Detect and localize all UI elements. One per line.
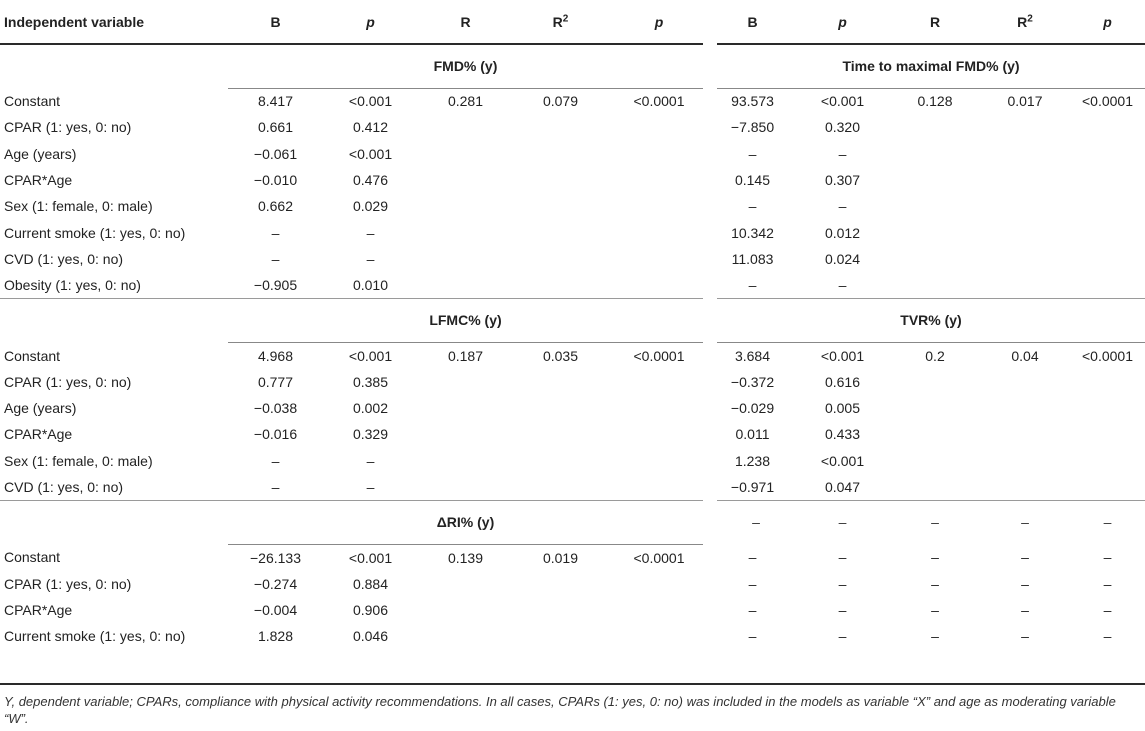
section-left-title: LFMC% (y) [228, 298, 710, 342]
row-cell [980, 369, 1070, 395]
header-r2-right: $R^2$ [980, 0, 1070, 44]
row-cell: – [838, 549, 847, 566]
row-cell: −0.905 [228, 272, 323, 298]
row-cell [1070, 395, 1145, 421]
row-label: Current smoke (1: yes, 0: no) [4, 628, 186, 645]
row-cell [418, 246, 513, 272]
row-cell: 0.433 [824, 426, 861, 443]
row-cell: – [1103, 628, 1112, 645]
row-cell [608, 114, 710, 140]
row-cell [980, 219, 1070, 245]
row-cell: – [931, 575, 939, 592]
row-cell [418, 219, 513, 245]
row-cell: 0.307 [824, 172, 861, 189]
row-cell [513, 369, 608, 395]
row-cell [1070, 369, 1145, 395]
row-cell: – [710, 272, 795, 298]
row-cell: – [1021, 575, 1029, 592]
row-cell: −0.016 [253, 426, 298, 443]
row-cell [513, 395, 608, 421]
row-cell [608, 448, 710, 474]
row-label: Constant [4, 347, 61, 364]
row-cell [608, 369, 710, 395]
row-cell: – [748, 601, 757, 618]
row-cell: 8.417 [257, 93, 294, 110]
table-row [0, 272, 1145, 298]
row-cell: −0.010 [253, 172, 298, 189]
table-body [0, 44, 1145, 649]
row-label: Age (years) [4, 145, 77, 162]
row-label: CPAR*Age [4, 426, 73, 443]
row-cell [513, 219, 608, 245]
row-cell: – [228, 474, 323, 500]
table-footnote: Y, dependent variable; CPARs, compliance with physical activity recommendations. In all cases, CPARs (1: yes, 0: no) was included in the models as variable “X” and age as moderating variable “W”. [4, 694, 1116, 726]
row-cell: 0.012 [824, 224, 861, 241]
table-row [0, 597, 1145, 623]
row-cell: 0.616 [824, 373, 861, 390]
section-spacer [0, 298, 228, 342]
row-cell [513, 193, 608, 219]
row-cell: 1.828 [257, 628, 294, 645]
row-cell [418, 193, 513, 219]
row-cell: −7.850 [730, 119, 775, 136]
row-cell [890, 272, 980, 298]
table-row [0, 570, 1145, 596]
table-row [0, 474, 1145, 500]
row-cell: 0.145 [734, 172, 771, 189]
row-cell: 93.573 [731, 93, 774, 110]
row-cell: 0.029 [352, 198, 389, 215]
row-cell [513, 623, 608, 649]
row-cell: – [838, 601, 847, 618]
row-cell: 1.238 [734, 452, 771, 469]
row-label: CVD (1: yes, 0: no) [4, 250, 124, 267]
table-row [0, 395, 1145, 421]
row-label: Sex (1: female, 0: male) [4, 452, 153, 469]
row-cell [890, 369, 980, 395]
row-cell: −0.971 [710, 474, 795, 500]
row-cell [608, 167, 710, 193]
table-row [0, 369, 1145, 395]
row-label: CPAR*Age [4, 601, 73, 618]
row-cell: 3.684 [734, 347, 771, 364]
row-cell: <0.0001 [633, 549, 685, 566]
row-cell [418, 570, 513, 596]
section-right-dash: – [752, 514, 760, 531]
row-cell: – [1021, 549, 1029, 566]
header-r-left: R [418, 0, 513, 44]
row-cell: – [1103, 601, 1112, 618]
row-cell: <0.001 [348, 93, 393, 110]
row-cell: – [748, 549, 757, 566]
section-right-title: TVR% (y) [710, 298, 1145, 342]
table-row [0, 448, 1145, 474]
row-cell: −0.004 [253, 601, 298, 618]
row-cell: 0.047 [795, 474, 890, 500]
row-cell [608, 570, 710, 596]
row-cell: 0.281 [447, 93, 484, 110]
row-cell: <0.001 [348, 347, 393, 364]
row-cell: – [795, 272, 890, 298]
table-row [0, 219, 1145, 245]
row-cell [980, 395, 1070, 421]
row-cell: 0.017 [1007, 93, 1043, 110]
row-cell: <0.001 [820, 93, 865, 110]
row-cell [418, 272, 513, 298]
row-cell [418, 369, 513, 395]
row-cell: – [1103, 575, 1112, 592]
row-cell: – [838, 145, 847, 162]
row-cell [418, 141, 513, 167]
row-cell [890, 219, 980, 245]
row-label: CVD (1: yes, 0: no) [0, 474, 228, 500]
row-cell [513, 448, 608, 474]
row-cell: – [748, 575, 757, 592]
row-cell [608, 395, 710, 421]
row-cell [1070, 421, 1145, 447]
row-cell [890, 448, 980, 474]
row-cell: – [1103, 549, 1112, 566]
row-cell: 0.906 [352, 601, 389, 618]
table-row [0, 88, 1145, 114]
row-cell: 0.046 [352, 628, 389, 645]
row-cell: – [366, 224, 375, 241]
row-cell [1070, 474, 1145, 500]
row-cell [513, 474, 608, 500]
row-cell [513, 272, 608, 298]
row-cell: 0.662 [257, 198, 294, 215]
row-cell: 0.002 [352, 400, 389, 417]
section-right-dash: – [1103, 514, 1112, 531]
row-cell: 0.476 [352, 172, 389, 189]
row-label: CPAR*Age [4, 172, 73, 189]
row-cell [608, 141, 710, 167]
section-title-row [0, 298, 1145, 342]
row-cell [608, 246, 710, 272]
header-model-p-right: p [1070, 0, 1145, 44]
table-row [0, 141, 1145, 167]
row-cell: – [748, 145, 757, 162]
row-cell [418, 448, 513, 474]
row-cell: 0.139 [447, 549, 484, 566]
row-cell [608, 597, 710, 623]
row-cell: – [838, 628, 847, 645]
row-label: CPAR (1: yes, 0: no) [4, 575, 132, 592]
table-row [0, 114, 1145, 140]
row-cell: 0.035 [542, 347, 579, 364]
row-cell: 0.884 [352, 575, 389, 592]
row-cell [980, 474, 1070, 500]
row-cell: 0.329 [352, 426, 389, 443]
section-left-title: FMD% (y) [228, 44, 710, 88]
row-cell [890, 421, 980, 447]
row-cell: 0.661 [257, 119, 294, 136]
row-cell [890, 474, 980, 500]
table-row [0, 342, 1145, 368]
row-cell [418, 597, 513, 623]
row-label: Constant [4, 549, 61, 566]
row-cell: 0.04 [1011, 347, 1039, 364]
row-cell [980, 193, 1070, 219]
section-title-row [0, 500, 1145, 544]
row-cell [890, 114, 980, 140]
row-cell [608, 193, 710, 219]
row-cell: – [838, 198, 847, 215]
row-cell [418, 114, 513, 140]
row-cell [513, 114, 608, 140]
row-cell [980, 167, 1070, 193]
row-cell [418, 167, 513, 193]
row-cell [1070, 246, 1145, 272]
row-cell: – [1021, 601, 1029, 618]
row-cell: −0.038 [253, 400, 298, 417]
row-cell: – [748, 198, 757, 215]
row-cell: 0.024 [824, 250, 861, 267]
row-cell [513, 167, 608, 193]
row-cell: 0.2 [925, 347, 945, 364]
row-cell [418, 623, 513, 649]
section-spacer [0, 500, 228, 544]
row-cell: 0.011 [735, 426, 770, 443]
table-row [0, 421, 1145, 447]
row-cell [890, 167, 980, 193]
row-cell [608, 474, 710, 500]
header-r2-left: $R^2$ [513, 0, 608, 44]
row-cell: 0.128 [917, 93, 953, 110]
row-cell [890, 141, 980, 167]
row-label: CPAR (1: yes, 0: no) [4, 119, 132, 136]
row-cell [1070, 141, 1145, 167]
section-title-row [0, 44, 1145, 88]
section-right-title: Time to maximal FMD% (y) [710, 44, 1145, 88]
row-cell [890, 193, 980, 219]
row-cell [1070, 167, 1145, 193]
table-row [0, 246, 1145, 272]
row-cell [418, 421, 513, 447]
header-p-right: p [795, 0, 890, 44]
row-cell [513, 141, 608, 167]
row-cell: 0.320 [824, 119, 861, 136]
row-cell [890, 246, 980, 272]
table-row [0, 623, 1145, 649]
row-cell: <0.0001 [1082, 347, 1133, 364]
row-label: Constant [4, 93, 61, 110]
row-cell [890, 395, 980, 421]
row-cell [1070, 272, 1145, 298]
row-cell [513, 570, 608, 596]
row-cell [980, 246, 1070, 272]
row-cell [418, 395, 513, 421]
row-cell [980, 421, 1070, 447]
table-row [0, 544, 1145, 570]
row-cell [608, 272, 710, 298]
row-cell: 11.083 [731, 250, 774, 267]
row-cell: −0.029 [730, 400, 775, 417]
row-cell: – [931, 549, 939, 566]
row-cell [980, 141, 1070, 167]
row-cell: <0.001 [820, 452, 865, 469]
table-bottom-rule [0, 683, 1145, 685]
row-cell: 0.005 [824, 400, 861, 417]
row-cell: – [271, 452, 280, 469]
row-label: CPAR (1: yes, 0: no) [4, 373, 132, 390]
row-label: Age (years) [4, 400, 77, 417]
row-cell [513, 597, 608, 623]
section-right-dash: – [931, 514, 939, 531]
table-row [0, 167, 1145, 193]
row-cell [1070, 448, 1145, 474]
row-cell: −0.372 [730, 373, 775, 390]
row-cell: – [366, 250, 375, 267]
row-cell: −26.133 [250, 549, 301, 566]
row-cell [608, 623, 710, 649]
row-cell [608, 219, 710, 245]
row-label: Obesity (1: yes, 0: no) [0, 272, 228, 298]
header-p-left: p [323, 0, 418, 44]
row-cell: – [366, 452, 375, 469]
row-cell: – [931, 601, 939, 618]
row-cell [980, 448, 1070, 474]
row-cell [608, 421, 710, 447]
row-cell [980, 272, 1070, 298]
row-cell: 4.968 [257, 347, 294, 364]
row-label: Current smoke (1: yes, 0: no) [4, 224, 186, 241]
section-right-dash: – [838, 514, 847, 531]
header-b-right: B [710, 0, 795, 44]
row-cell: 0.385 [352, 373, 389, 390]
row-cell [1070, 114, 1145, 140]
row-cell [513, 246, 608, 272]
header-independent-variable: Independent variable [0, 0, 228, 44]
row-cell: <0.0001 [633, 93, 685, 110]
row-cell: <0.001 [820, 347, 865, 364]
row-cell [418, 474, 513, 500]
row-cell: 0.010 [323, 272, 418, 298]
row-cell: 0.777 [257, 373, 294, 390]
row-cell: – [748, 628, 757, 645]
table-row [0, 193, 1145, 219]
row-cell: −0.061 [253, 145, 298, 162]
row-cell [1070, 219, 1145, 245]
row-cell: – [838, 575, 847, 592]
row-cell: <0.001 [348, 549, 393, 566]
header-r-right: R [890, 0, 980, 44]
row-cell: – [271, 224, 280, 241]
row-cell: 0.079 [542, 93, 579, 110]
row-cell: – [271, 250, 280, 267]
row-cell [513, 421, 608, 447]
row-cell [980, 114, 1070, 140]
row-label: Sex (1: female, 0: male) [4, 198, 153, 215]
row-cell: 10.342 [731, 224, 774, 241]
section-right-dash: – [1021, 514, 1029, 531]
header-b-left: B [228, 0, 323, 44]
row-cell: <0.0001 [1082, 93, 1133, 110]
row-cell: – [1021, 628, 1029, 645]
section-spacer [0, 44, 228, 88]
row-cell: 0.412 [352, 119, 389, 136]
header-model-p-left: p [608, 0, 710, 44]
header-row [0, 0, 1145, 44]
row-cell: <0.0001 [633, 347, 685, 364]
row-cell: 0.187 [447, 347, 484, 364]
row-cell: 0.019 [542, 549, 579, 566]
row-cell: <0.001 [348, 145, 393, 162]
row-cell: −0.274 [253, 575, 298, 592]
row-cell: – [931, 628, 939, 645]
row-cell: – [323, 474, 418, 500]
section-left-title: ΔRI% (y) [228, 500, 710, 544]
row-cell [1070, 193, 1145, 219]
